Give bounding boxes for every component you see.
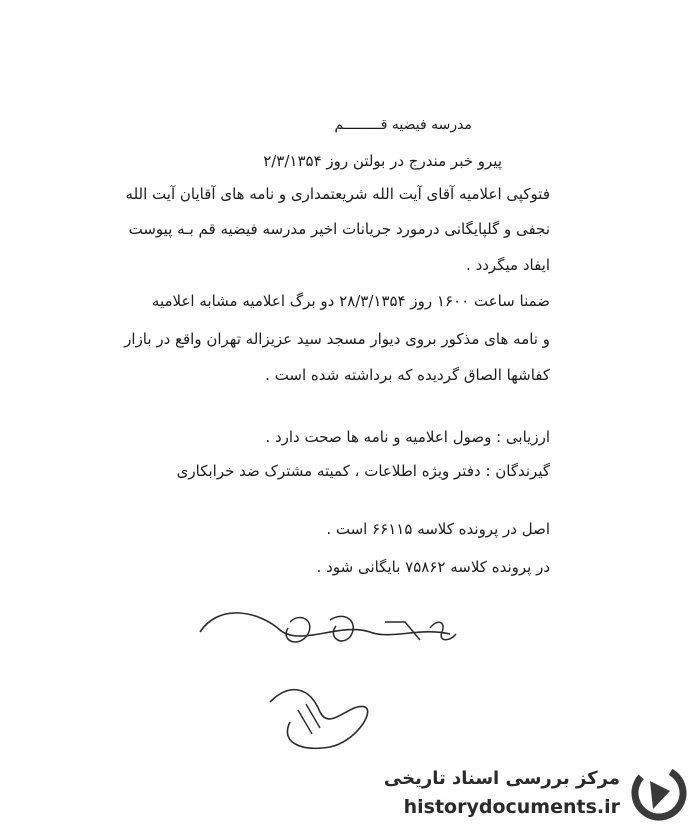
report-line-6: و نامه های مذکور بروی دیوار مسجد سید عزیزاله تهران واقع در بازار bbox=[124, 330, 550, 348]
report-line-3: نجفی و گلپایگانی درمورد جریانات اخیر مدرسه فیضیه قم بـه پیوست bbox=[128, 220, 550, 238]
institution-logo-icon bbox=[628, 764, 690, 822]
archive-file-line: در پرونده کلاسه ۷۵۸۶۲ بایگانی شود . bbox=[316, 558, 550, 576]
document-header: مدرسه فیضیه قـــــــــم bbox=[334, 117, 472, 133]
report-line-1: پیرو خبر مندرج در بولتن روز ۲/۳/۱۳۵۴ bbox=[263, 152, 502, 170]
report-line-4: ایفاد میگردد . bbox=[466, 256, 550, 274]
report-line-2: فتوکپی اعلامیه آقای آیت الله شریعتمداری و نامه های آقایان آیت الله bbox=[125, 185, 550, 203]
recipients-line: گیرندگان : دفتر ویژه اطلاعات ، کمیته مشترک ضد خرابکاری bbox=[176, 462, 550, 480]
handwritten-signature bbox=[180, 592, 500, 762]
watermark-url: historydocuments.ir bbox=[403, 796, 620, 818]
watermark-title: مرکز بررسی اسناد تاریخی bbox=[383, 768, 620, 789]
report-line-7: کفاشها الصاق گردیده که برداشته شده است . bbox=[265, 366, 550, 384]
report-line-5: ضمنا ساعت ۱۶۰۰ روز ۲۸/۳/۱۳۵۴ دو برگ اعلامیه مشابه اعلامیه bbox=[151, 292, 550, 310]
evaluation-line: ارزیابی : وصول اعلامیه و نامه ها صحت دارد . bbox=[265, 428, 550, 446]
original-file-line: اصل در پرونده کلاسه ۶۶۱۱۵ است . bbox=[326, 520, 550, 538]
